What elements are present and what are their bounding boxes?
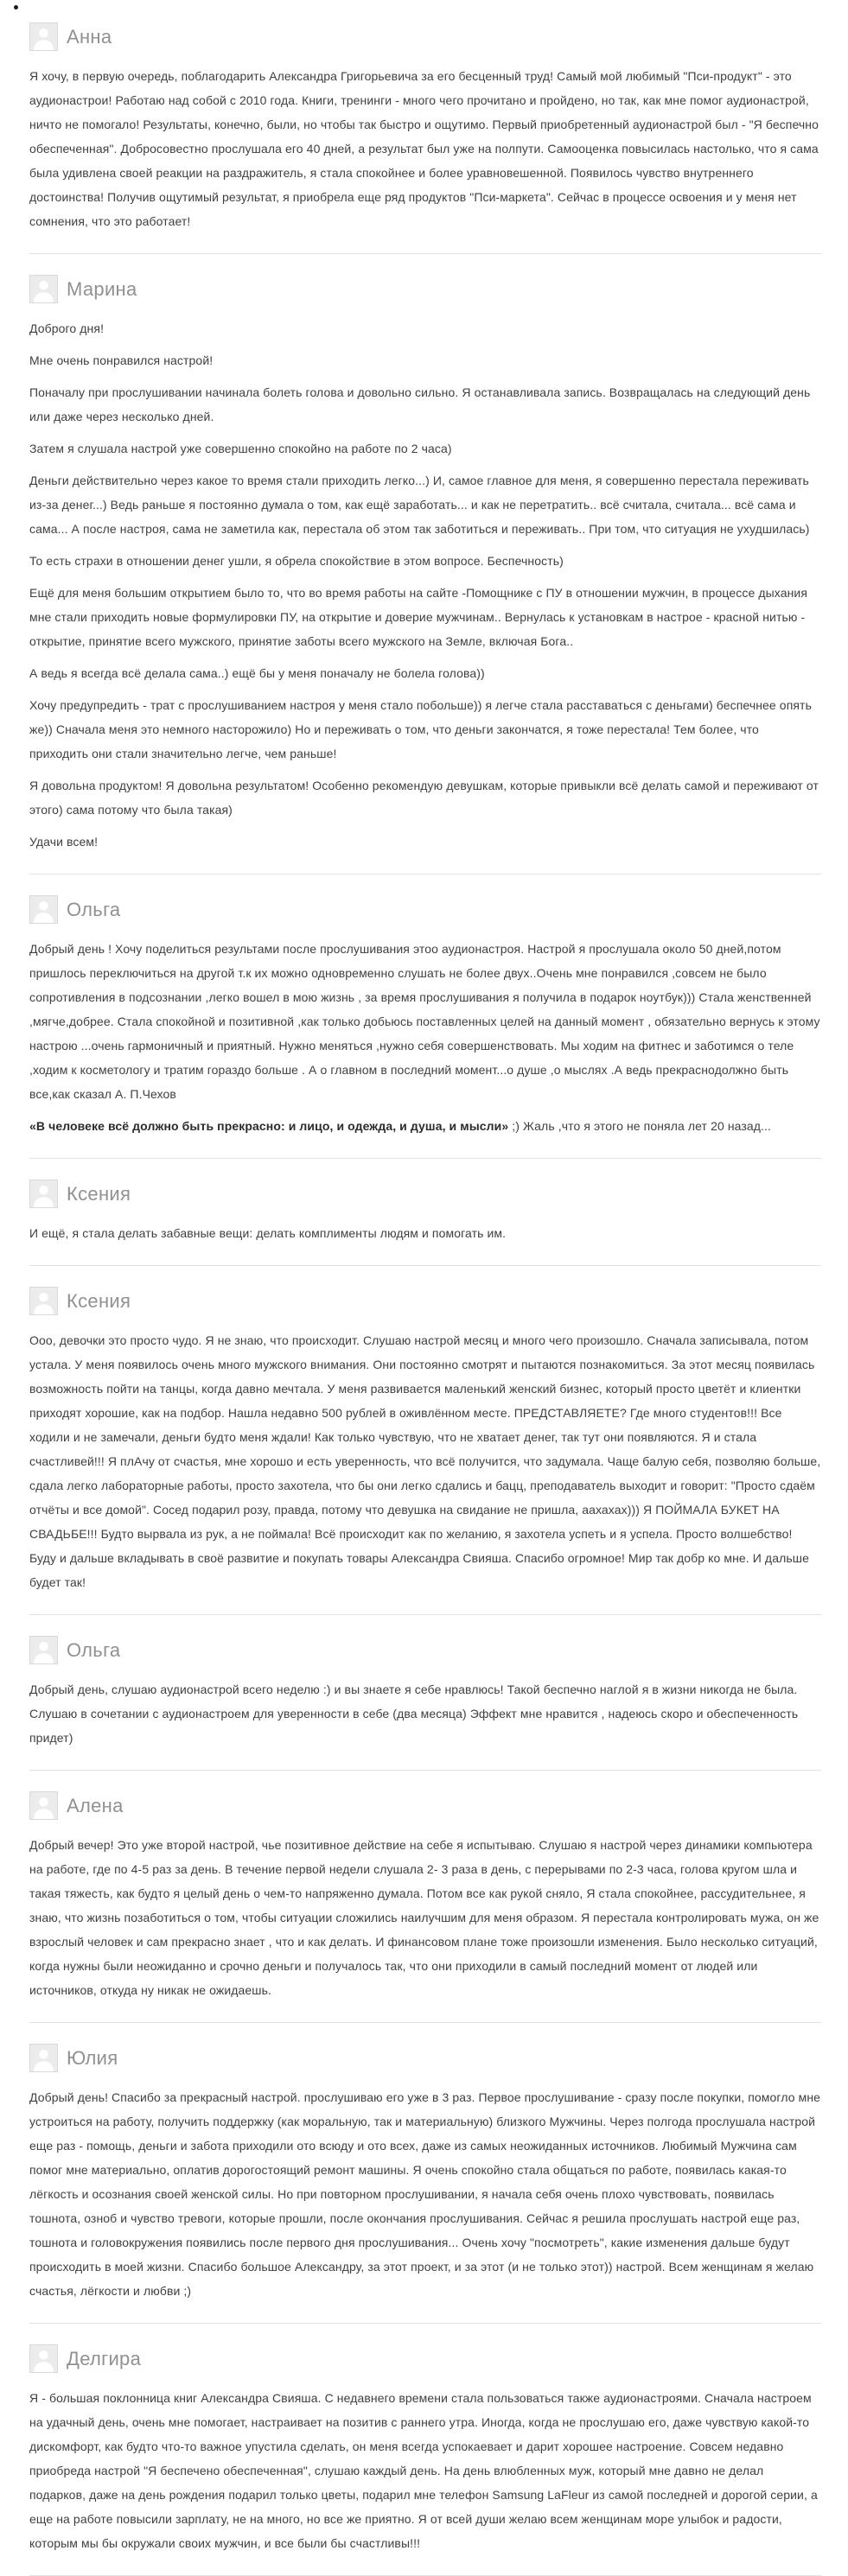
- person-icon: [30, 896, 57, 923]
- reviewer-name: Ксения: [67, 1289, 131, 1312]
- review-header: [29, 22, 821, 51]
- reviewer-name: Юлия: [67, 2046, 118, 2069]
- avatar: [29, 22, 58, 51]
- review-paragraph: Добрый день ! Хочу поделиться результами после прослушивания этоо аудионастроя. Настрой я прослушала около 50 дней,потом пришлось переключиться на другой т.к их можно одновременно слушать не более двух..Очень мне понравился ,совсем не было сопротивления в подсознании ,легко вошел в мою жизнь , за время прослушивания я получила в подарок ноутбук))) Стала женственней ,мягче,добрее. Стала спокойной и позитивной ,как только добьюсь поставленных целей на данный момент , обязательно вернусь к этому настрою ...очень гармоничный и приятный. Нужно меняться ,нужно себя совершенствовать. Мы ходим на фитнес и заботимся о теле ,ходим к косметологу и тратим гораздо больше . А о главном в последний момент...о душе ,о мыслях .А ведь прекраснодолжно быть все,как сказал А. П.Чехов: [29, 942, 820, 1101]
- bullet-dot: [14, 5, 18, 10]
- review-paragraph: А ведь я всегда всё делала сама..) ещё бы у меня поначалу не болела голова)): [29, 666, 485, 680]
- avatar: [29, 275, 58, 303]
- person-icon: [30, 23, 57, 50]
- avatar: [29, 1791, 58, 1820]
- review-paragraph: Поначалу при прослушивании начинала болеть голова и довольно сильно. Я останавливала запись. Возвращалась на следующий день или даже через несколько дней.: [29, 385, 811, 423]
- review-card: [29, 1266, 821, 1615]
- quote-rest-text: ;) Жаль ,что я этого не поняла лет 20 назад...: [508, 1119, 772, 1133]
- person-icon: [30, 276, 57, 302]
- review-card: [29, 1159, 821, 1266]
- review-header: [29, 1180, 821, 1208]
- review-paragraph: Я хочу, в первую очередь, поблагодарить Александра Григорьевича за его бесценный труд! Самый мой любимый "Пси-продукт" - это аудионастрои! Работаю над собой с 2010 года. Книги, тренинги - много чего прочитано и пройдено, но так, как мне помог аудионастрой, ничто не помогало! Результаты, конечно, были, но чтобы так быстро и ощутимо. Первый приобретенный аудионастрой был - "Я беспечно обеспеченная". Добросовестно прослушала его 40 дней, а результат был уже на полпути. Самооценка повысилась настолько, что я сама была удивлена своей реакции на раздражитель, я стала спокойнее и более уравновешенной. Появилось чувство внутреннего достоинства! Получив ощутимый результат, я приобрела еще ряд продуктов "Пси-маркета". Сейчас в процессе освоения и у меня нет сомнения, что это работает!: [29, 69, 819, 228]
- review-paragraph: Удачи всем!: [29, 835, 99, 849]
- reviewer-name: Ольга: [67, 898, 121, 920]
- review-paragraph: Деньги действительно через какое то время стали приходить легко...) И, самое главное для меня, я совершенно перестала переживать из-за денег...) Ведь раньше я постоянно думала о том, как ещё заработать... и как не перетратить.. всё считала, считала... всё сама и сама... А после настроя, сама не заметила как, перестала об этом так заботиться и переживать.. При том, что ситуация не ухудшилась): [29, 474, 810, 536]
- review-paragraph: Ещё для меня большим открытием было то, что во время работы на сайте -Помощнике с ПУ в отношении мужчин, в процессе дыхания мне стали приходить новые формулировки ПУ, на открытие и доверие мужчинам.. Вернулась к установкам в настрое - красной нитью - открытие, принятие всего мужского, принятие заботы всего мужского на Земле, включая Бога..: [29, 586, 808, 648]
- review-paragraph: Я - большая поклонница книг Александра Свияша. С недавнего времени стала пользоваться также аудионастроями. Сначала настроем на удачный день, очень мне помогает, настраивает на позитив с раннего утра. Иногда, когда не прослушаю его, даже чувствую какой-то дискомфорт, как будто что-то важное упустила сделать, он меня всегда успокаевает и дарит хорошее настроение. Совсем недавно приобреда настрой "Я беспечено обеспеченная", слушаю каждый день. На день влюбленных муж, который мне давно не делал подарков, даже на день рождения подарил только цветы, подарил мне телефон Samsung LaFleur из самой последней и дорогой серии, а еще на работе повысили зарплату, не на много, но все же приятно. Я от всей души желаю всем женщинам море улыбок и радости, которым мы бы окружали своих мужчин, и все были бы счастливы!!!: [29, 2391, 818, 2550]
- review-header: [29, 275, 821, 303]
- quote-bold-text: «В человеке всё должно быть прекрасно: и лицо, и одежда, и душа, и мысли»: [29, 1119, 509, 1133]
- person-icon: [30, 2345, 57, 2372]
- review-paragraph: То есть страхи в отношении денег ушли, я обрела спокойствие в этом вопросе. Беспечность): [29, 554, 564, 568]
- review-paragraph: Добрый день! Спасибо за прекрасный настрой. прослушиваю его уже в 3 раз. Первое прослушивание - сразу после покупки, помогло мне устроиться на работу, получить поддержку (как моральную, так и материальную) близкого Мужчины. Через полгода прослушала настрой еще раз - помощь, деньги и забота приходили ото всюду и ото всех, даже из самых неожиданных источников. Любимый Мужчина сам помог мне материально, оплатив дорогостоящий ремонт машины. Я очень спокойно стала общаться по работе, появилась какая-то лёгкость и осознания своей женской силы. Но при повторном прослушивании, я начала себя очень плохо чувствовать, появилась тошнота, озноб и чувство тревоги, которые прошли, после окончания прослушивания. Сейчас я решила прослушать настрой еще раз, тошнота и головокружения появились после первого дня прослушивания... Очень хочу "посмотреть", какие изменения дальше будут происходить в моей жизни. Спасибо большое Александру, за этот проект, и за этот (и не только этот)) настрой. Всем женщинам я желаю счастья, лёгкости и любви ;): [29, 2090, 821, 2298]
- review-header: [29, 2044, 821, 2072]
- avatar: [29, 1287, 58, 1315]
- person-icon: [30, 1288, 57, 1314]
- avatar: [29, 2044, 58, 2072]
- avatar: [29, 2344, 58, 2373]
- review-card: [29, 2023, 821, 2324]
- reviewer-name: Делгира: [67, 2347, 142, 2369]
- review-paragraph: Добрый день, слушаю аудионастрой всего неделю :) и вы знаете я себе нравлюсь! Такой беспечно наглой я в жизни никогда не была. Слушаю в сочетании с аудионастроем для уверенности в себе (два месяца) Эффект мне нравится , надеюсь скоро и обеспеченность придет): [29, 1682, 799, 1745]
- review-card: [29, 875, 821, 1159]
- reviewer-name: Алена: [67, 1794, 124, 1816]
- review-quote: [29, 1114, 821, 1138]
- review-header: [29, 2344, 821, 2373]
- review-card: [29, 1615, 821, 1771]
- review-paragraph: Ооо, девочки это просто чудо. Я не знаю, что происходит. Слушаю настрой месяц и много чего произошло. Сначала записывала, потом устала. У меня появилось очень много мужского внимания. Они постоянно смотрят и пытаются познакомиться. За этот месяц появилась возможность пойти на танцы, когда давно мечтала. У меня развивается маленький женский бизнес, который просто цветёт и клиентки приходят хорошие, как на подбор. Нашла недавно 500 рублей в оживлённом месте. ПРЕДСТАВЛЯЕТЕ? Где много студентов!!! Все ходили и не замечали, деньги будто меня ждали! Как только чувствую, что не хватает денег, так тут они появляются. Я и стала счастливей!!! Я плАчу от счастья, мне хорошо и есть уверенность, что всё получится, что задумала. Чаще балую себя, позволяю больше, сдала легко лабораторные работы, просто захотела, что бы они легко сдались и бацц, преподаватель выходит и говорит: "Просто сдаём отчёты и все домой". Сосед подарил розу, правда, потому что девушка на свидание не пришла, аахахах))) Я ПОЙМАЛА БУКЕТ НА СВАДЬБЕ!!! Будто вырвала из рук, а не поймала! Всё происходит как по желанию, я захотела успеть и я успела. Просто волшебство! Буду и дальше вкладывать в своё развитие и покупать товары Александра Свияша. Спасибо огромное! Мир так добр ко мне. И дальше будет так!: [29, 1333, 821, 1589]
- avatar: [29, 1180, 58, 1208]
- person-icon: [30, 1792, 57, 1819]
- review-paragraph: Я довольна продуктом! Я довольна результатом! Особенно рекомендую девушкам, которые привыкли всё делать самой и переживают от этого) сама потому что была такая): [29, 779, 819, 817]
- person-icon: [30, 2045, 57, 2071]
- review-paragraph: Доброго дня!: [29, 321, 105, 335]
- reviewer-name: Ксения: [67, 1182, 131, 1205]
- review-header: [29, 1636, 821, 1664]
- review-card: [29, 1771, 821, 2023]
- reviewer-name: Анна: [67, 25, 112, 48]
- reviewer-name: Марина: [67, 277, 137, 300]
- review-paragraph: Хочу предупредить - трат с прослушиванием настроя у меня стало побольше)) я легче стала расставаться с деньгами) беспечнее опять же)) Сначала меня это немного насторожило) Но и переживать о том, что деньги закончатся, я тоже перестала! Тем более, что приходить они стали значительно легче, чем раньше!: [29, 698, 812, 760]
- avatar: [29, 1636, 58, 1664]
- avatar: [29, 895, 58, 924]
- person-icon: [30, 1637, 57, 1663]
- reviewer-name: Ольга: [67, 1638, 121, 1661]
- review-card: [29, 254, 821, 875]
- person-icon: [30, 1180, 57, 1207]
- review-card: [29, 2324, 821, 2576]
- review-paragraph: Затем я слушала настрой уже совершенно спокойно на работе по 2 часа): [29, 442, 452, 455]
- review-card: [29, 3, 821, 254]
- review-header: [29, 1791, 821, 1820]
- review-paragraph: И ещё, я стала делать забавные вещи: делать комплименты людям и помогать им.: [29, 1226, 507, 1240]
- review-header: [29, 895, 821, 924]
- review-paragraph: Мне очень понравился настрой!: [29, 353, 214, 367]
- review-paragraph: Добрый вечер! Это уже второй настрой, чье позитивное действие на себе я испытываю. Слушаю я настрой через динамики компьютера на работе, где по 4-5 раз за день. В течение первой недели слушала 2- 3 раза в день, с перерывами по 2-3 часа, голова кругом шла и такая тяжесть, как будто я целый день о чем-то напряженно думала. Потом все как рукой сняло, Я стала спокойнее, рассудительнее, я знаю, что жизнь позаботиться о том, чтобы ситуации сложились наилучшим для меня образом. Я перестала контролировать мужа, он же взрослый человек и сам прекрасно знает , что и как делать. И финансовом плане тоже произошли изменения. Было несколько ситуаций, когда нужны были неожиданно и срочно деньги и получалось так, что они приходили в самый последний момент от людей или источников, откуда ну никак не ожидаешь.: [29, 1838, 819, 1997]
- review-header: [29, 1287, 821, 1315]
